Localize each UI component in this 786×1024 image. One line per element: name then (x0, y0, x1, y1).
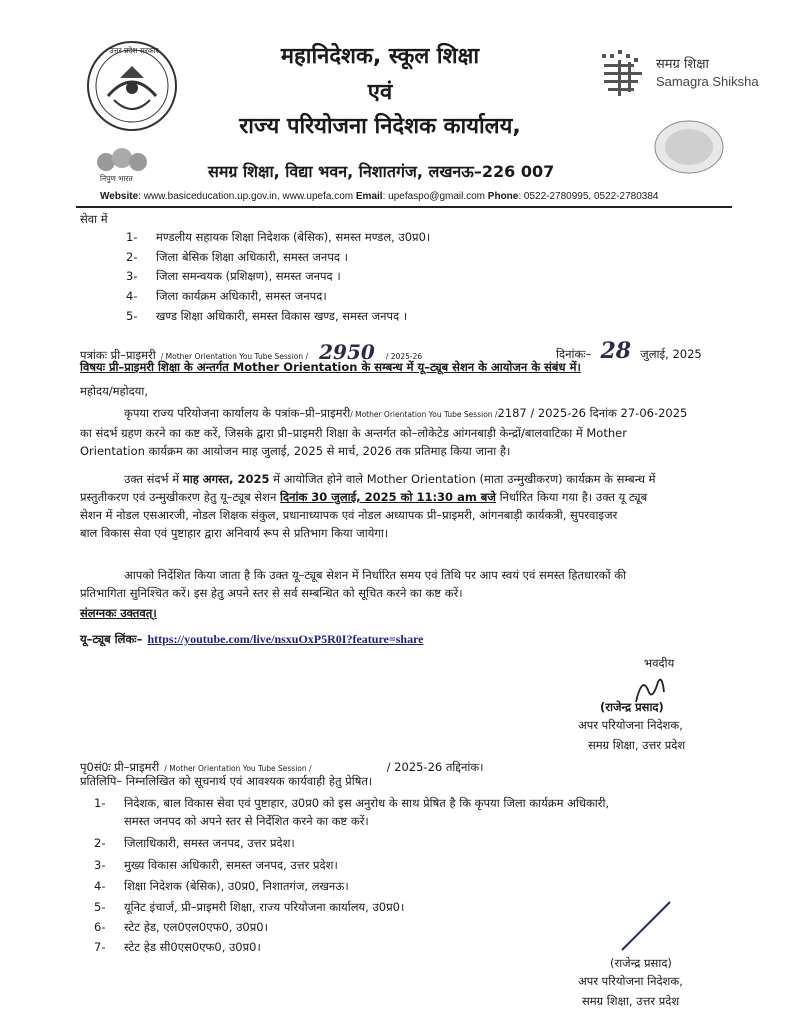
ref-number: 2950 (319, 340, 375, 364)
copy-list (94, 796, 609, 960)
copy-item: 5- यूनिट इंचार्ज, प्री–प्राइमरी शिक्षा, राज्य परियोजना कार्यालय, उ0प्र0। (94, 900, 405, 914)
recipient-item: 1- मण्डलीय सहायक शिक्षा निदेशक (बेसिक), समस्त मण्डल, उ0प्र0। (126, 230, 431, 244)
signatory-name-1: (राजेन्द्र प्रसाद) (600, 700, 664, 714)
title-line-1: महानिदेशक, स्कूल शिक्षा (280, 44, 480, 69)
date-label: दिनांकः– (556, 347, 592, 361)
address-line: समग्र शिक्षा, विद्या भवन, निशातगंज, लखनऊ–226 007 (208, 162, 555, 181)
website-label: Website (100, 191, 139, 202)
copy-item: 1- निदेशक, बाल विकास सेवा एवं पुष्टाहार, उ0प्र0 को इस अनुरोध के साथ प्रेषित है कि कृपया जिला कार्यक्रम अधिकारी, (94, 796, 610, 810)
signatory-org-1: समग्र शिक्षा, उत्तर प्रदेश (588, 738, 686, 752)
closing: भवदीय (644, 656, 675, 670)
recipient-item: 3- जिला समन्वयक (प्रशिक्षण), समस्त जनपद । (126, 269, 341, 283)
recipient-item: 2- जिला बेसिक शिक्षा अधिकारी, समस्त जनपद । (126, 250, 348, 264)
up-govt-emblem (78, 38, 186, 138)
email-value: upefaspo@gmail.com (388, 191, 486, 202)
phone-label: Phone (487, 191, 519, 202)
signatory-title-1: अपर परियोजना निदेशक, (578, 718, 683, 732)
salutation: महोदय/महोदया, (80, 384, 148, 398)
youtube-link[interactable]: https://youtube.com/live/nsxuOxP5R0I?feature=share (147, 632, 424, 646)
email-label: Email (355, 191, 383, 202)
title-line-3: राज्य परियोजना निदेशक कार्यालय, (239, 114, 521, 139)
recipient-item: 5- खण्ड शिक्षा अधिकारी, समस्त विकास खण्ड, समस्त जनपद । (126, 309, 408, 323)
copy-item: समस्त जनपद को अपने स्तर से निर्देशित करने का कष्ट करें। (124, 814, 369, 828)
seal-stamp (652, 118, 726, 176)
signature-mark-2 (616, 900, 676, 952)
paragraph-2: उक्त संदर्भ में माह अगस्त, 2025 में आयोजित होने वाले Mother Orientation (माता उन्मुखीकरण) कार्यक्रम के सम्बन्ध में प्रस्तुतीकरण एवं उन्मुखीकरण हेतु यू–ट्यूब सेशन दिनांक 30 जुलाई, 2025 को 11:30 am बजे निर्धारित किया गया है। उक्त यू ट्यूब सेशन में नोडल एसआरजी, नोडल शिक्षक संकुल, प्रधानाध्यापक एवं नोडल अध्यापक प्री–प्राइमरी, आंगनबाड़ी कार्यकत्री, सुपरवाइजर बाल विकास सेवा एवं पुष्टाहार द्वारा अनिवार्य रूप से प्रतिभाग किया जायेगा। (80, 472, 656, 540)
copy-intro: प्रतिलिपि– निम्नलिखित को सूचनार्थ एवं आवश्यक कार्यवाही हेतु प्रेषित। (80, 774, 373, 788)
ref-year: / 2025-26 (385, 352, 423, 361)
ref-prefix: पत्रांकः प्री–प्राइमरी (80, 348, 156, 362)
header-rule (76, 206, 732, 208)
paragraph-1: कृपया राज्य परियोजना कार्यालय के पत्रांक–प्री–प्राइमरी/ Mother Orientation You Tube Session /2187 / 2025-26 दिनांक 27-06-2025 का संदर्भ ग्रहण करने का कष्ट करें, जिसके द्वारा प्री–प्राइमरी शिक्षा के अन्तर्गत को–लोकेटेड आंगनबाड़ी केन्द्रों/बालवाटिका में Mother Orientation कार्यक्रम का आयोजन माह जुलाई, 2025 से मार्च, 2026 तक प्रतिमाह किया जाना है। (80, 406, 688, 458)
phone-value: 0522-2780995, 0522-2780384 (523, 191, 659, 202)
samagra-hindi: समग्र शिक्षा (656, 57, 709, 72)
recipients-list (126, 230, 430, 329)
signatory-name-2: (राजेन्द्र प्रसाद) (610, 956, 672, 970)
subject-line: विषयः प्री–प्राइमरी शिक्षा के अन्तर्गत Mother Orientation के सम्बन्ध में यू–ट्यूब सेशन के आयोजन के संबंध में। (80, 360, 581, 374)
nipun-bharat-logo (86, 146, 158, 186)
copy-item: 2- जिलाधिकारी, समस्त जनपद, उत्तर प्रदेश। (94, 836, 295, 850)
ref-session: / Mother Orientation You Tube Session / (160, 352, 309, 361)
copy-item: 3- मुख्य विकास अधिकारी, समस्त जनपद, उत्तर प्रदेश। (94, 858, 338, 872)
emblem-text: उत्तर प्रदेश सरकार (109, 46, 159, 55)
signatory-title-2: अपर परियोजना निदेशक, (578, 974, 683, 988)
youtube-line (80, 628, 424, 647)
signatory-org-2: समग्र शिक्षा, उत्तर प्रदेश (582, 994, 680, 1008)
contact-line: Website: www.basiceducation.up.gov.in, www.upefa.com Email: upefaspo@gmail.com Phone: 0522-2780995, 0522-2780384 (100, 191, 659, 202)
copy-item: 6- स्टेट हेड, एल0एल0एफ0, उ0प्र0। (94, 920, 268, 934)
samagra-shiksha-logo-icon (598, 48, 652, 100)
nipun-text: निपुण भारत (100, 174, 133, 183)
samagra-english: Samagra Shiksha (656, 74, 759, 89)
recipients-label: सेवा में (80, 212, 108, 226)
enclosure: संलग्नकः उक्तवत्। (80, 606, 157, 620)
date-day: 28 (600, 338, 632, 364)
youtube-label: यू–ट्यूब लिंकः– (80, 632, 143, 646)
copy-item: 7- स्टेट हेड सी0एस0एफ0, उ0प्र0। (94, 940, 261, 954)
date-rest: जुलाई, 2025 (640, 347, 702, 361)
website-value: www.basiceducation.up.gov.in, www.upefa.com (143, 191, 354, 202)
paragraph-3: आपको निर्देशित किया जाता है कि उक्त यू–ट्यूब सेशन में निर्धारित समय एवं तिथि पर आप स्वयं एवं समस्त हितधारकों की प्रतिभागिता सुनिश्चित करें। इस हेतु अपने स्तर से सर्व सम्बन्धित को सूचित करने का कष्ट करें। (80, 568, 627, 600)
copy-ref-line: पृ0सं0ः प्री–प्राइमरी / Mother Orientation You Tube Session / / 2025-26 तद्दिनांक। (80, 760, 484, 774)
title-line-2: एवं (367, 80, 393, 105)
recipient-item: 4- जिला कार्यक्रम अधिकारी, समस्त जनपद। (126, 289, 327, 303)
copy-item: 4- शिक्षा निदेशक (बेसिक), उ0प्र0, निशातगंज, लखनऊ। (94, 879, 349, 893)
